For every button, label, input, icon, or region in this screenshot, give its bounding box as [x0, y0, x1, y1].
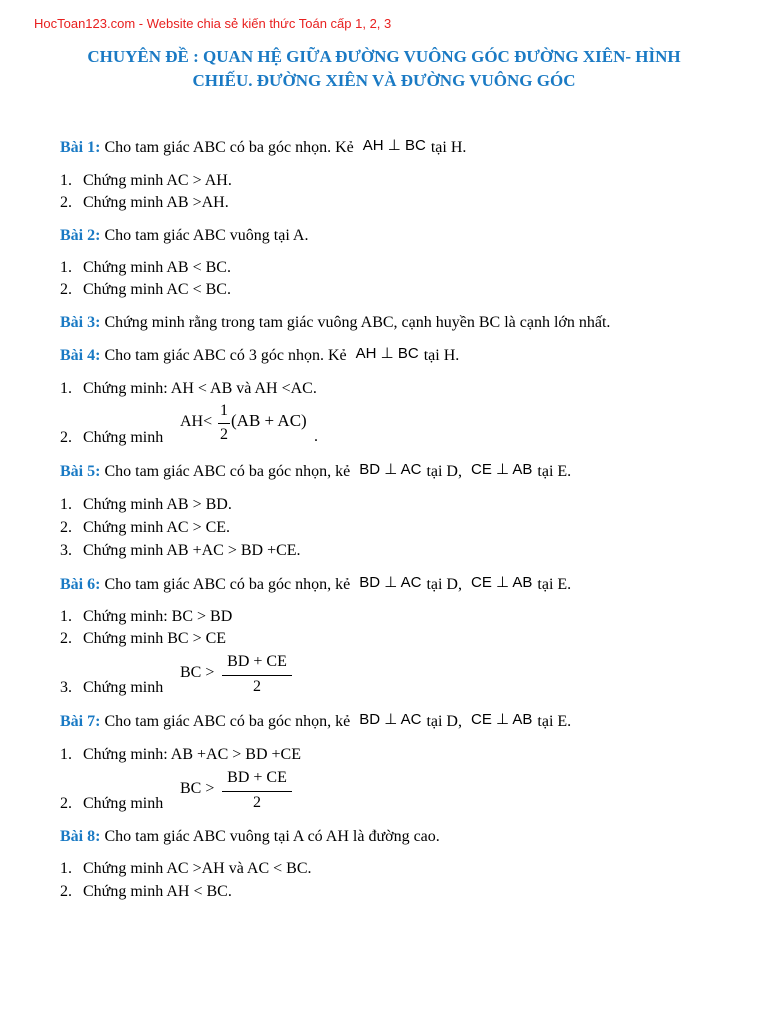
exercise-5-statement: [60, 462, 571, 482]
exercise-text: Chứng minh rằng trong tam giác vuông ABC, cạnh huyền BC là cạnh lớn nhất.: [100, 314, 611, 331]
exercise-6-statement: [60, 575, 571, 595]
list-item: 2. Chứng minh AC < BC.: [60, 281, 231, 298]
exercise-label: Bài 8:: [60, 828, 101, 845]
exercise-4-statement: [60, 346, 459, 366]
exercise-label: Bài 5:: [60, 463, 101, 480]
list-item: 3. Chứng minh AB +AC > BD +CE.: [60, 542, 301, 559]
math-expression: CE ⊥ AB: [470, 711, 533, 728]
exercise-3-statement: [60, 313, 610, 333]
list-item: 1. Chứng minh AB > BD.: [60, 496, 232, 513]
list-item: 2. Chứng minh: [60, 429, 164, 446]
math-expression: BD ⊥ AC: [359, 574, 422, 591]
list-item: 2. Chứng minh AB >AH.: [60, 194, 229, 211]
list-item: 1. Chứng minh: BC > BD: [60, 608, 233, 625]
exercise-text: Cho tam giác ABC có ba góc nhọn, kẻ: [100, 713, 351, 730]
exercise-label: Bài 7:: [60, 713, 101, 730]
exercise-text: tại E.: [537, 576, 572, 593]
page-title-line-1: CHUYÊN ĐỀ : QUAN HỆ GIỮA ĐƯỜNG VUÔNG GÓC ĐƯỜNG XIÊN- HÌNH: [87, 47, 681, 66]
list-item: 1. Chứng minh AC >AH và AC < BC.: [60, 860, 312, 877]
list-item: 1. Chứng minh: AH < AB và AH <AC.: [60, 380, 317, 397]
exercise-text: tại H.: [423, 347, 460, 364]
exercise-text: tại D,: [426, 463, 462, 480]
site-header-link[interactable]: HocToan123.com - Website chia sẻ kiến thức Toán cấp 1, 2, 3: [34, 16, 392, 31]
exercise-text: Cho tam giác ABC vuông tại A.: [100, 227, 309, 244]
exercise-text: tại E.: [537, 463, 572, 480]
math-expression: BD ⊥ AC: [359, 711, 422, 728]
math-expression: CE ⊥ AB: [470, 574, 533, 591]
exercise-7-statement: [60, 712, 571, 732]
exercise-label: Bài 2:: [60, 227, 101, 244]
list-item: 1. Chứng minh: AB +AC > BD +CE: [60, 746, 301, 763]
list-item: 1. Chứng minh AC > AH.: [60, 172, 232, 189]
exercise-text: tại D,: [426, 713, 462, 730]
list-item: 2. Chứng minh AH < BC.: [60, 883, 232, 900]
exercise-text: Cho tam giác ABC có 3 góc nhọn. Kẻ: [100, 347, 347, 364]
exercise-text: tại E.: [537, 713, 572, 730]
exercise-label: Bài 1:: [60, 139, 101, 156]
math-expression: AH ⊥ BC: [362, 137, 426, 154]
list-item: 3. Chứng minh: [60, 679, 164, 696]
exercise-2-statement: [60, 226, 308, 246]
list-item: 1. Chứng minh AB < BC.: [60, 259, 231, 276]
exercise-label: Bài 6:: [60, 576, 101, 593]
exercise-label: Bài 3:: [60, 314, 101, 331]
list-item: 2. Chứng minh: [60, 795, 164, 812]
exercise-text: Cho tam giác ABC có ba góc nhọn. Kẻ: [100, 139, 354, 156]
math-expression: AH ⊥ BC: [355, 345, 419, 362]
exercise-text: Cho tam giác ABC có ba góc nhọn, kẻ: [100, 576, 351, 593]
exercise-text: Cho tam giác ABC có ba góc nhọn, kẻ: [100, 463, 351, 480]
exercise-1-statement: [60, 138, 466, 158]
list-item: 2. Chứng minh BC > CE: [60, 630, 227, 647]
math-expression: BD ⊥ AC: [359, 461, 422, 478]
page-title-line-2: CHIẾU. ĐƯỜNG XIÊN VÀ ĐƯỜNG VUÔNG GÓC: [192, 71, 576, 90]
exercise-text: Cho tam giác ABC vuông tại A có AH là đường cao.: [100, 828, 440, 845]
exercise-text: tại H.: [430, 139, 467, 156]
math-expression: CE ⊥ AB: [470, 461, 533, 478]
exercise-text: tại D,: [426, 576, 462, 593]
exercise-8-statement: [60, 827, 440, 847]
exercise-label: Bài 4:: [60, 347, 101, 364]
list-item: 2. Chứng minh AC > CE.: [60, 519, 231, 536]
